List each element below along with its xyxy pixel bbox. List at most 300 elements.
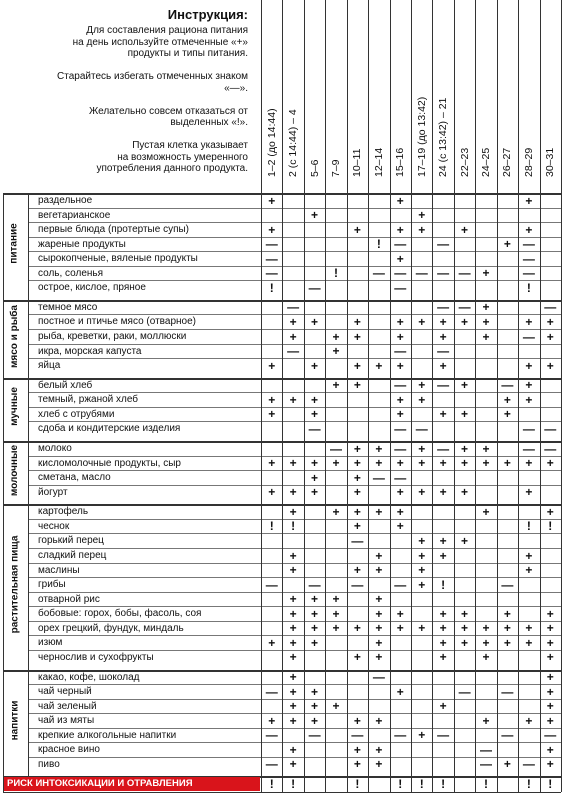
cell-mark: +: [353, 713, 361, 728]
row-label: белый хлеб: [38, 379, 93, 391]
cell-mark: +: [396, 485, 404, 500]
column-divider: [325, 0, 326, 792]
cell-mark: —: [458, 266, 471, 281]
cell-mark: +: [439, 635, 447, 650]
cell-mark: +: [546, 684, 554, 699]
group-label: [3, 300, 26, 373]
cell-mark: —: [394, 470, 407, 485]
cell-mark: +: [482, 621, 490, 636]
cell-mark: —: [544, 300, 557, 315]
row-label: вегетарианское: [38, 209, 111, 221]
cell-mark: +: [311, 358, 319, 373]
cell-mark: +: [375, 441, 383, 456]
cell-mark: —: [415, 266, 428, 281]
row-divider: [28, 485, 561, 486]
row-label: постное и птичье мясо (отварное): [38, 316, 196, 328]
cell-mark: +: [482, 456, 490, 471]
cell-mark: +: [482, 266, 490, 281]
cell-mark: +: [332, 606, 340, 621]
cell-mark: +: [289, 485, 297, 500]
row-divider: [28, 519, 561, 520]
row-label: сырокопченые, вяленые продукты: [38, 253, 198, 265]
cell-mark: !: [269, 519, 274, 534]
row-label: изюм: [38, 637, 63, 649]
cell-mark: +: [268, 407, 276, 422]
cell-mark: —: [522, 251, 535, 266]
cell-mark: +: [289, 757, 297, 772]
row-divider: [28, 358, 561, 359]
cell-mark: +: [396, 504, 404, 519]
cell-mark: +: [482, 504, 490, 519]
cell-mark: +: [311, 485, 319, 500]
row-divider: [28, 606, 561, 607]
cell-mark: +: [268, 222, 276, 237]
instructions-line: Желательно совсем отказаться от: [88, 105, 248, 117]
group-label-text: мучные: [9, 387, 20, 427]
column-divider: [432, 0, 433, 792]
cell-mark: +: [332, 621, 340, 636]
group-label: [3, 504, 26, 664]
cell-mark: +: [375, 621, 383, 636]
cell-mark: +: [418, 728, 426, 743]
cell-mark: +: [439, 456, 447, 471]
cell-mark: +: [375, 456, 383, 471]
table-left-border: [3, 193, 4, 792]
cell-mark: +: [482, 300, 490, 315]
group-label-text: напитки: [9, 700, 20, 741]
cell-mark: —: [437, 378, 450, 393]
cell-mark: —: [308, 728, 321, 743]
cell-mark: +: [439, 621, 447, 636]
cell-mark: +: [525, 485, 533, 500]
row-label: сметана, масло: [38, 472, 111, 484]
cell-mark: +: [268, 713, 276, 728]
cell-mark: +: [353, 621, 361, 636]
row-divider: [28, 533, 561, 534]
cell-mark: +: [375, 650, 383, 665]
column-header-label: 22–23: [458, 147, 471, 177]
instructions-line: выделенных «!».: [170, 117, 248, 128]
instructions-line: «—».: [224, 82, 248, 94]
row-label: пиво: [38, 758, 60, 770]
cell-mark: +: [396, 392, 404, 407]
row-divider: [28, 208, 561, 209]
cell-mark: +: [353, 441, 361, 456]
column-header-label: 12–14: [372, 147, 385, 177]
cell-mark: +: [353, 222, 361, 237]
cell-mark: +: [482, 650, 490, 665]
column-divider: [518, 0, 519, 792]
cell-mark: +: [525, 392, 533, 407]
instructions-line: употребления данного продукта.: [96, 163, 248, 174]
cell-mark: +: [418, 548, 426, 563]
cell-mark: +: [546, 742, 554, 757]
cell-mark: —: [308, 577, 321, 592]
cell-mark: +: [525, 621, 533, 636]
row-label: яйца: [38, 360, 61, 372]
cell-mark: +: [482, 329, 490, 344]
cell-mark: +: [375, 504, 383, 519]
cell-mark: +: [289, 699, 297, 714]
cell-mark: +: [482, 635, 490, 650]
row-divider: [28, 280, 561, 281]
cell-mark: —: [394, 421, 407, 436]
cell-mark: +: [353, 519, 361, 534]
row-divider: [28, 742, 561, 743]
cell-mark: +: [525, 548, 533, 563]
cell-mark: +: [418, 208, 426, 223]
group-label: [3, 193, 26, 295]
cell-mark: +: [396, 193, 404, 208]
cell-mark: —: [265, 251, 278, 266]
column-divider: [347, 0, 348, 792]
cell-mark: +: [268, 358, 276, 373]
row-label: отварной рис: [38, 593, 100, 605]
cell-mark: —: [437, 728, 450, 743]
cell-mark: —: [501, 684, 514, 699]
column-header-label: 10–11: [351, 148, 364, 177]
column-header-label: 26–27: [501, 147, 514, 177]
cell-mark: +: [525, 713, 533, 728]
cell-mark: +: [546, 650, 554, 665]
group-label-text: питание: [9, 223, 20, 265]
cell-mark: +: [353, 742, 361, 757]
instructions-title: Инструкция:: [167, 7, 248, 22]
cell-mark: +: [482, 441, 490, 456]
cell-mark: —: [351, 728, 364, 743]
group-label: [3, 378, 26, 436]
cell-mark: +: [439, 407, 447, 422]
cell-mark: —: [330, 441, 342, 456]
cell-mark: +: [418, 222, 426, 237]
row-label: чай из мяты: [38, 715, 95, 727]
cell-mark: +: [332, 592, 340, 607]
cell-mark: +: [525, 563, 533, 578]
cell-mark: +: [461, 378, 469, 393]
cell-mark: +: [461, 606, 469, 621]
cell-mark: +: [418, 621, 426, 636]
row-label: чай черный: [38, 686, 92, 698]
cell-mark: +: [439, 699, 447, 714]
cell-mark: +: [268, 392, 276, 407]
cell-mark: —: [480, 757, 492, 772]
row-label: рыба, креветки, раки, моллюски: [38, 331, 187, 343]
cell-mark: +: [461, 635, 469, 650]
cell-mark: +: [396, 606, 404, 621]
cell-mark: —: [522, 757, 535, 772]
cell-mark: —: [394, 237, 407, 252]
cell-mark: +: [268, 456, 276, 471]
cell-mark: +: [311, 392, 319, 407]
row-label: кисломолочные продукты, сыр: [38, 457, 181, 469]
row-label: чернослив и сухофрукты: [38, 651, 154, 663]
cell-mark: +: [311, 699, 319, 714]
cell-mark: +: [353, 329, 361, 344]
cell-mark: +: [396, 519, 404, 534]
cell-mark: +: [311, 470, 319, 485]
cell-mark: —: [394, 378, 407, 393]
row-label: чай зеленый: [38, 700, 97, 712]
cell-mark: +: [482, 314, 490, 329]
column-divider: [390, 0, 391, 792]
row-divider: [28, 251, 561, 252]
row-label: острое, кислое, пряное: [38, 282, 146, 294]
cell-mark: !: [526, 280, 531, 295]
risk-mark: !: [441, 776, 446, 791]
cell-mark: +: [375, 713, 383, 728]
cell-mark: +: [289, 713, 297, 728]
row-label: маслины: [38, 564, 80, 576]
cell-mark: +: [353, 650, 361, 665]
cell-mark: +: [396, 407, 404, 422]
cell-mark: !: [334, 266, 338, 281]
cell-mark: +: [375, 606, 383, 621]
cell-mark: +: [311, 456, 319, 471]
cell-mark: +: [353, 358, 361, 373]
column-header-label: 5–6: [308, 159, 321, 177]
cell-mark: —: [372, 670, 385, 684]
cell-mark: +: [461, 485, 469, 500]
cell-mark: +: [418, 563, 426, 578]
row-divider: [28, 392, 561, 393]
row-divider: [28, 456, 561, 457]
row-label: бобовые: горох, бобы, фасоль, соя: [38, 608, 202, 620]
cell-mark: +: [461, 533, 469, 548]
cell-mark: —: [287, 344, 300, 359]
cell-mark: —: [544, 441, 557, 456]
risk-mark: !: [484, 776, 488, 791]
cell-mark: —: [265, 266, 278, 281]
row-divider: [28, 407, 561, 408]
cell-mark: +: [461, 456, 469, 471]
cell-mark: —: [394, 266, 407, 281]
risk-mark: !: [419, 776, 424, 791]
cell-mark: +: [375, 563, 383, 578]
cell-mark: +: [353, 504, 361, 519]
group-label-text: растительная пища: [9, 535, 21, 634]
column-header-label: 2 (с 14:44) – 4: [287, 109, 300, 177]
cell-mark: —: [501, 728, 514, 743]
row-label: какао, кофе, шоколад: [38, 671, 140, 683]
cell-mark: —: [437, 237, 450, 252]
cell-mark: —: [437, 344, 450, 359]
cell-mark: +: [375, 548, 383, 563]
cell-mark: —: [544, 421, 557, 436]
cell-mark: +: [396, 621, 404, 636]
row-divider: [28, 592, 561, 593]
cell-mark: +: [289, 392, 297, 407]
cell-mark: !: [526, 519, 531, 534]
cell-mark: +: [418, 392, 426, 407]
cell-mark: +: [289, 684, 297, 699]
row-divider: [28, 577, 561, 578]
row-label: орех грецкий, фундук, миндаль: [38, 622, 184, 634]
cell-mark: —: [265, 728, 278, 743]
cell-mark: +: [311, 592, 319, 607]
cell-mark: —: [522, 421, 535, 436]
cell-mark: —: [522, 266, 535, 281]
column-divider: [368, 0, 369, 792]
column-divider: [304, 0, 305, 792]
column-divider: [261, 0, 262, 792]
cell-mark: +: [332, 699, 340, 714]
cell-mark: +: [311, 713, 319, 728]
cell-mark: +: [503, 635, 511, 650]
cell-mark: —: [265, 684, 278, 699]
cell-mark: +: [353, 485, 361, 500]
row-label: красное вино: [38, 744, 100, 756]
cell-mark: +: [289, 742, 297, 757]
instructions-line: Пустая клетка указывает: [132, 140, 248, 151]
cell-mark: +: [546, 358, 554, 373]
cell-mark: —: [437, 300, 450, 315]
cell-mark: +: [353, 378, 361, 393]
group-label-text: молочные: [9, 444, 20, 496]
cell-mark: —: [522, 329, 535, 344]
cell-mark: +: [418, 378, 426, 393]
cell-mark: —: [308, 280, 321, 295]
cell-mark: —: [501, 378, 514, 393]
row-divider: [28, 713, 561, 714]
column-header-label: 17–19 (до 13:42): [415, 96, 428, 177]
cell-mark: —: [522, 237, 535, 252]
cell-mark: —: [394, 577, 407, 592]
column-header-label: 7–9: [329, 159, 342, 177]
cell-mark: —: [394, 280, 407, 295]
cell-mark: +: [525, 358, 533, 373]
cell-mark: +: [289, 650, 297, 665]
row-label: грибы: [38, 579, 66, 591]
cell-mark: +: [482, 713, 490, 728]
cell-mark: —: [265, 577, 278, 592]
row-label: сладкий перец: [38, 550, 107, 562]
row-label: горький перец: [38, 535, 104, 547]
row-divider: [28, 684, 561, 685]
cell-mark: +: [546, 314, 554, 329]
cell-mark: +: [461, 407, 469, 422]
row-divider: [28, 548, 561, 549]
cell-mark: +: [461, 314, 469, 329]
cell-mark: +: [503, 606, 511, 621]
cell-mark: +: [418, 485, 426, 500]
cell-mark: —: [522, 441, 535, 456]
cell-mark: +: [503, 456, 511, 471]
row-divider: [28, 470, 561, 471]
cell-mark: —: [394, 344, 407, 359]
cell-mark: —: [351, 533, 364, 548]
cell-mark: +: [289, 504, 297, 519]
cell-mark: +: [503, 621, 511, 636]
cell-mark: +: [268, 193, 276, 208]
row-label: молоко: [38, 443, 72, 455]
instructions-line: Для составления рациона питания: [86, 25, 248, 36]
row-divider: [28, 635, 561, 636]
row-label: крепкие алкогольные напитки: [38, 729, 177, 741]
cell-mark: —: [265, 237, 278, 252]
cell-mark: +: [439, 548, 447, 563]
cell-mark: +: [311, 684, 319, 699]
cell-mark: +: [332, 504, 340, 519]
cell-mark: +: [332, 344, 340, 359]
cell-mark: +: [503, 757, 511, 772]
cell-mark: +: [396, 314, 404, 329]
cell-mark: +: [353, 470, 361, 485]
row-label: раздельное: [38, 195, 93, 206]
cell-mark: —: [437, 441, 450, 456]
risk-mark: !: [291, 776, 296, 791]
cell-mark: +: [546, 757, 554, 772]
cell-mark: +: [525, 314, 533, 329]
risk-mark: !: [355, 776, 360, 791]
cell-mark: +: [375, 757, 383, 772]
cell-mark: +: [525, 456, 533, 471]
cell-mark: +: [525, 635, 533, 650]
row-divider: [28, 421, 561, 422]
cell-mark: +: [396, 222, 404, 237]
cell-mark: +: [525, 378, 533, 393]
cell-mark: —: [394, 728, 407, 743]
cell-mark: !: [548, 519, 553, 534]
cell-mark: +: [289, 606, 297, 621]
cell-mark: +: [418, 533, 426, 548]
cell-mark: +: [353, 563, 361, 578]
group-column-divider: [28, 193, 29, 776]
cell-mark: +: [375, 358, 383, 373]
cell-mark: +: [396, 456, 404, 471]
cell-mark: +: [418, 577, 426, 592]
column-divider: [540, 0, 541, 792]
cell-mark: +: [418, 441, 426, 456]
cell-mark: —: [265, 757, 278, 772]
cell-mark: +: [439, 606, 447, 621]
column-header-label: 15–16: [394, 147, 407, 177]
column-header-label: 1–2 (до 14:44): [265, 108, 278, 177]
cell-mark: +: [375, 635, 383, 650]
row-divider: [28, 222, 561, 223]
cell-mark: +: [439, 533, 447, 548]
row-label: соль, соленья: [38, 267, 104, 279]
cell-mark: +: [546, 329, 554, 344]
cell-mark: +: [375, 742, 383, 757]
instructions-line: на день используйте отмеченные «+»: [72, 36, 248, 48]
row-divider: [28, 237, 561, 238]
row-label: чеснок: [38, 520, 70, 532]
row-divider: [28, 344, 561, 345]
row-label: икра, морская капуста: [38, 345, 142, 357]
row-divider: [28, 563, 561, 564]
cell-mark: +: [396, 329, 404, 344]
row-label: темный, ржаной хлеб: [38, 394, 139, 406]
cell-mark: —: [308, 421, 321, 436]
cell-mark: +: [439, 329, 447, 344]
column-header-label: 24 (с 13:42) – 21: [437, 97, 450, 177]
cell-mark: !: [441, 577, 446, 592]
cell-mark: +: [525, 222, 533, 237]
cell-mark: +: [461, 222, 469, 237]
cell-mark: +: [289, 635, 297, 650]
cell-mark: +: [289, 314, 297, 329]
cell-mark: +: [311, 621, 319, 636]
cell-mark: —: [458, 684, 471, 699]
cell-mark: +: [332, 378, 340, 393]
column-divider: [454, 0, 455, 792]
cell-mark: +: [289, 329, 297, 344]
cell-mark: +: [439, 650, 447, 665]
cell-mark: —: [372, 470, 385, 485]
row-divider: [28, 757, 561, 758]
cell-mark: !: [376, 237, 381, 252]
cell-mark: —: [351, 577, 364, 592]
